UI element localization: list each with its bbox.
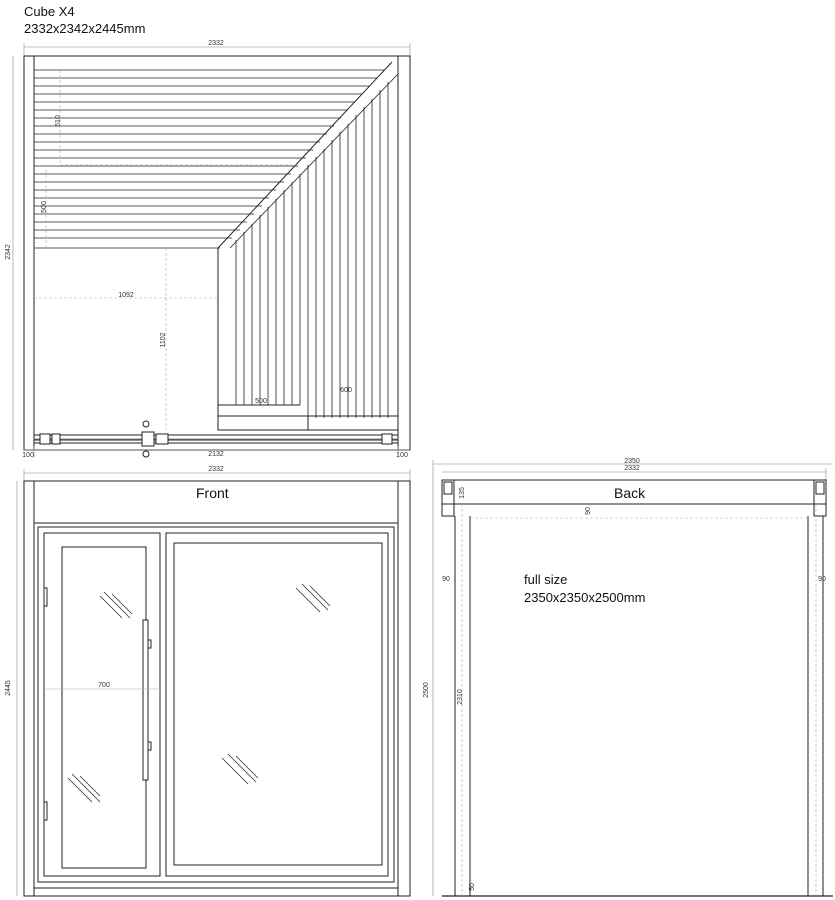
fullsize-dimensions: 2350x2350x2500mm bbox=[524, 590, 646, 605]
floor-depth-label: 1102 bbox=[160, 332, 167, 348]
drawing-title: Cube X4 bbox=[24, 4, 75, 19]
bench-lower-label: 500 bbox=[41, 201, 48, 213]
door-width-label: 700 bbox=[98, 682, 110, 689]
plan-view bbox=[5, 40, 410, 459]
plan-depth-label: 2342 bbox=[5, 244, 12, 260]
roller-left-icon bbox=[40, 434, 50, 444]
drawing-dimensions: 2332x2342x2445mm bbox=[24, 21, 146, 36]
back-view-title: Back bbox=[614, 485, 646, 501]
back-wall-right-label: 90 bbox=[818, 576, 826, 583]
door-span-label: 2132 bbox=[208, 451, 224, 458]
back-wall-left-label: 90 bbox=[442, 576, 450, 583]
margin-right-label: 100 bbox=[396, 452, 408, 459]
back-roof-label: 90 bbox=[585, 507, 592, 515]
plan-width-label: 2332 bbox=[208, 40, 224, 47]
roller-right-icon bbox=[382, 434, 392, 444]
floor-width-label: 1092 bbox=[118, 292, 134, 299]
bench-upper-label: 610 bbox=[55, 115, 62, 127]
door-handle-icon bbox=[142, 432, 154, 446]
front-view-title: Front bbox=[196, 485, 229, 501]
back-top-label: 135 bbox=[459, 487, 466, 499]
back-view bbox=[423, 458, 833, 896]
margin-left-label: 100 bbox=[22, 452, 34, 459]
front-width-label: 2332 bbox=[208, 466, 224, 473]
front-height-label: 2445 bbox=[5, 680, 12, 696]
back-height-label: 2500 bbox=[423, 682, 430, 698]
back-inner-width-label: 2332 bbox=[624, 465, 640, 472]
back-inner-height-label: 2310 bbox=[457, 689, 464, 705]
side-bench-label: 600 bbox=[340, 387, 352, 394]
back-bottom-label: 50 bbox=[469, 883, 476, 891]
fullsize-title: full size bbox=[524, 572, 568, 587]
heater-zone-label: 500 bbox=[255, 398, 267, 405]
front-view bbox=[5, 466, 410, 896]
back-outer-width-label: 2350 bbox=[624, 458, 640, 465]
